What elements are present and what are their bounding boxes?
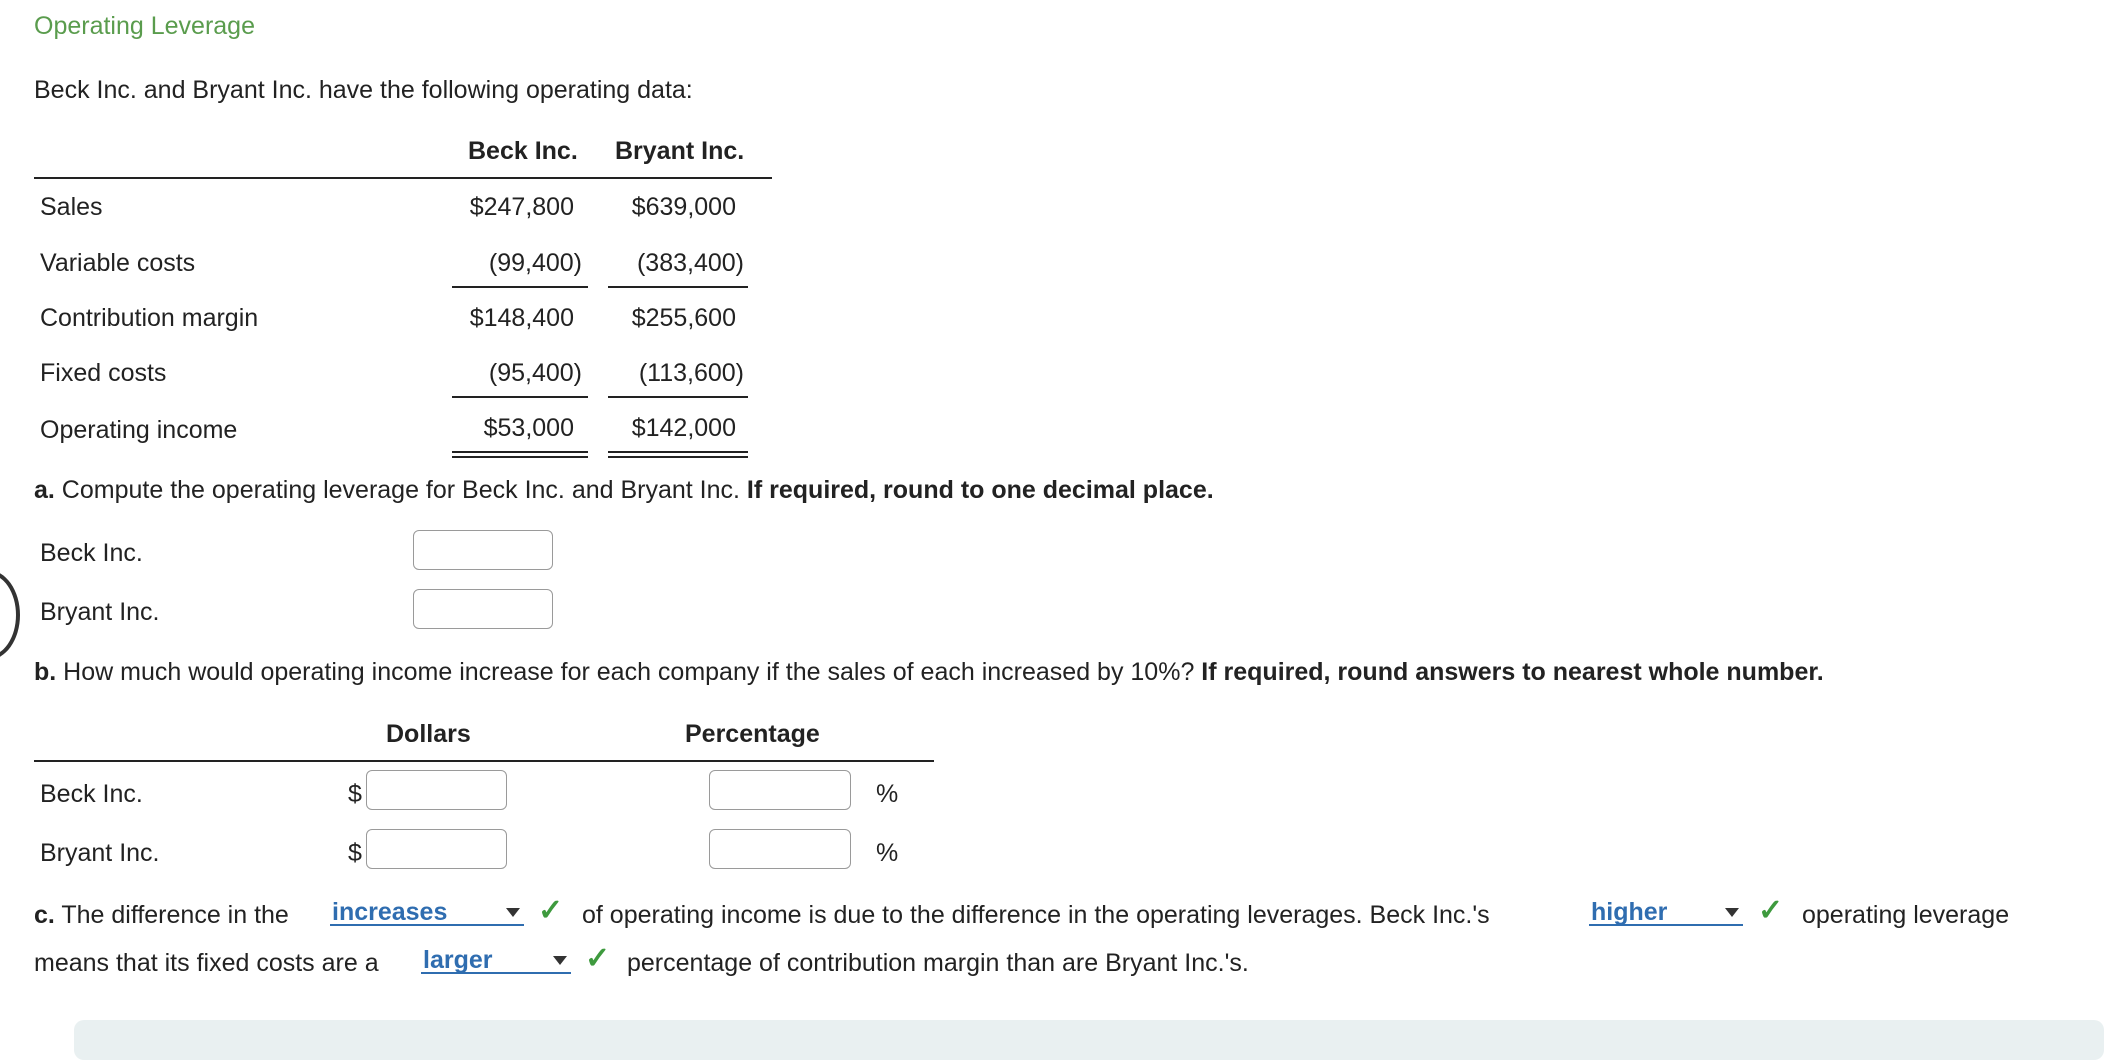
row-sales-bryant: $639,000 <box>631 193 736 221</box>
page-title: Operating Leverage <box>34 12 255 40</box>
chevron-down-icon <box>1725 908 1739 917</box>
part-a-beck-label: Beck Inc. <box>40 539 143 567</box>
question-c-prefix: c. <box>34 901 55 929</box>
subtotal-rule-beck-2 <box>452 396 588 398</box>
bryant-dollars-input[interactable] <box>366 829 507 869</box>
question-b-instruction: If required, round answers to nearest whole number. <box>1201 658 1824 686</box>
leverage-select-value: higher <box>1591 898 1668 926</box>
chevron-down-icon <box>506 908 520 917</box>
row-cm-beck: $148,400 <box>469 304 574 332</box>
question-b-text: How much would operating income increase for each company if the sales of each increased by 10%? <box>56 658 1202 686</box>
row-fixed-beck: (95,400) <box>488 359 582 387</box>
subtotal-rule-beck <box>452 286 588 288</box>
dollar-sign: $ <box>348 839 362 867</box>
row-fixed-bryant: (113,600) <box>638 359 744 387</box>
part-b-beck-label: Beck Inc. <box>40 780 143 808</box>
beck-leverage-input[interactable] <box>413 530 553 570</box>
row-opinc-beck: $53,000 <box>483 414 574 442</box>
header-beck: Beck Inc. <box>468 137 578 165</box>
total-rule-bryant-a <box>608 451 748 453</box>
beck-percentage-input[interactable] <box>709 770 851 810</box>
difference-select[interactable] <box>330 900 524 926</box>
question-c-text2: of operating income is due to the difference in the operating leverages. Beck Inc.'s <box>582 901 1490 929</box>
row-varcost-beck: (99,400) <box>488 249 582 277</box>
row-opinc-bryant: $142,000 <box>631 414 736 442</box>
percentage-select[interactable] <box>421 948 571 974</box>
percent-sign: % <box>876 839 899 867</box>
header-bryant: Bryant Inc. <box>615 137 745 165</box>
intro-text: Beck Inc. and Bryant Inc. have the following operating data: <box>34 76 693 104</box>
subtotal-rule-bryant-2 <box>608 396 748 398</box>
question-b <box>34 658 1824 687</box>
col-percentage-header: Percentage <box>685 720 820 748</box>
row-sales-label: Sales <box>40 193 103 221</box>
question-a-instruction: If required, round to one decimal place. <box>746 476 1214 504</box>
difference-select-value: increases <box>332 898 448 926</box>
beck-dollars-input[interactable] <box>366 770 507 810</box>
question-c-text1: The difference in the <box>54 901 289 929</box>
question-c-text5: percentage of contribution margin than are Bryant Inc.'s. <box>627 949 1249 977</box>
total-rule-bryant-b <box>608 456 748 458</box>
bryant-leverage-input[interactable] <box>413 589 553 629</box>
leverage-select[interactable] <box>1589 900 1743 926</box>
feedback-panel <box>74 1020 2104 1060</box>
check-icon: ✓ <box>585 942 611 975</box>
row-varcost-label: Variable costs <box>40 249 196 277</box>
table-header-rule <box>34 177 772 179</box>
check-icon: ✓ <box>1758 894 1784 927</box>
question-b-prefix: b. <box>34 658 57 686</box>
row-varcost-bryant: (383,400) <box>636 249 744 277</box>
row-fixed-label: Fixed costs <box>40 359 167 387</box>
check-icon: ✓ <box>538 894 564 927</box>
percentage-select-value: larger <box>423 946 493 974</box>
total-rule-beck-b <box>452 456 588 458</box>
total-rule-beck-a <box>452 451 588 453</box>
part-a-bryant-label: Bryant Inc. <box>40 598 160 626</box>
question-a-prefix: a. <box>34 476 55 504</box>
subtotal-rule-bryant <box>608 286 748 288</box>
bryant-percentage-input[interactable] <box>709 829 851 869</box>
chevron-down-icon <box>553 956 567 965</box>
part-b-header-rule <box>34 760 934 762</box>
row-sales-beck: $247,800 <box>469 193 574 221</box>
side-circle-decoration <box>0 570 20 660</box>
question-c-text3: operating leverage <box>1802 901 2010 929</box>
question-c-start <box>34 901 289 930</box>
row-cm-label: Contribution margin <box>40 304 259 332</box>
dollar-sign: $ <box>348 780 362 808</box>
col-dollars-header: Dollars <box>386 720 471 748</box>
percent-sign: % <box>876 780 899 808</box>
row-opinc-label: Operating income <box>40 416 238 444</box>
question-a-text: Compute the operating leverage for Beck Inc. and Bryant Inc. <box>54 476 747 504</box>
row-cm-bryant: $255,600 <box>631 304 736 332</box>
part-b-bryant-label: Bryant Inc. <box>40 839 160 867</box>
question-c-text4: means that its fixed costs are a <box>34 949 379 977</box>
question-a <box>34 476 1214 505</box>
